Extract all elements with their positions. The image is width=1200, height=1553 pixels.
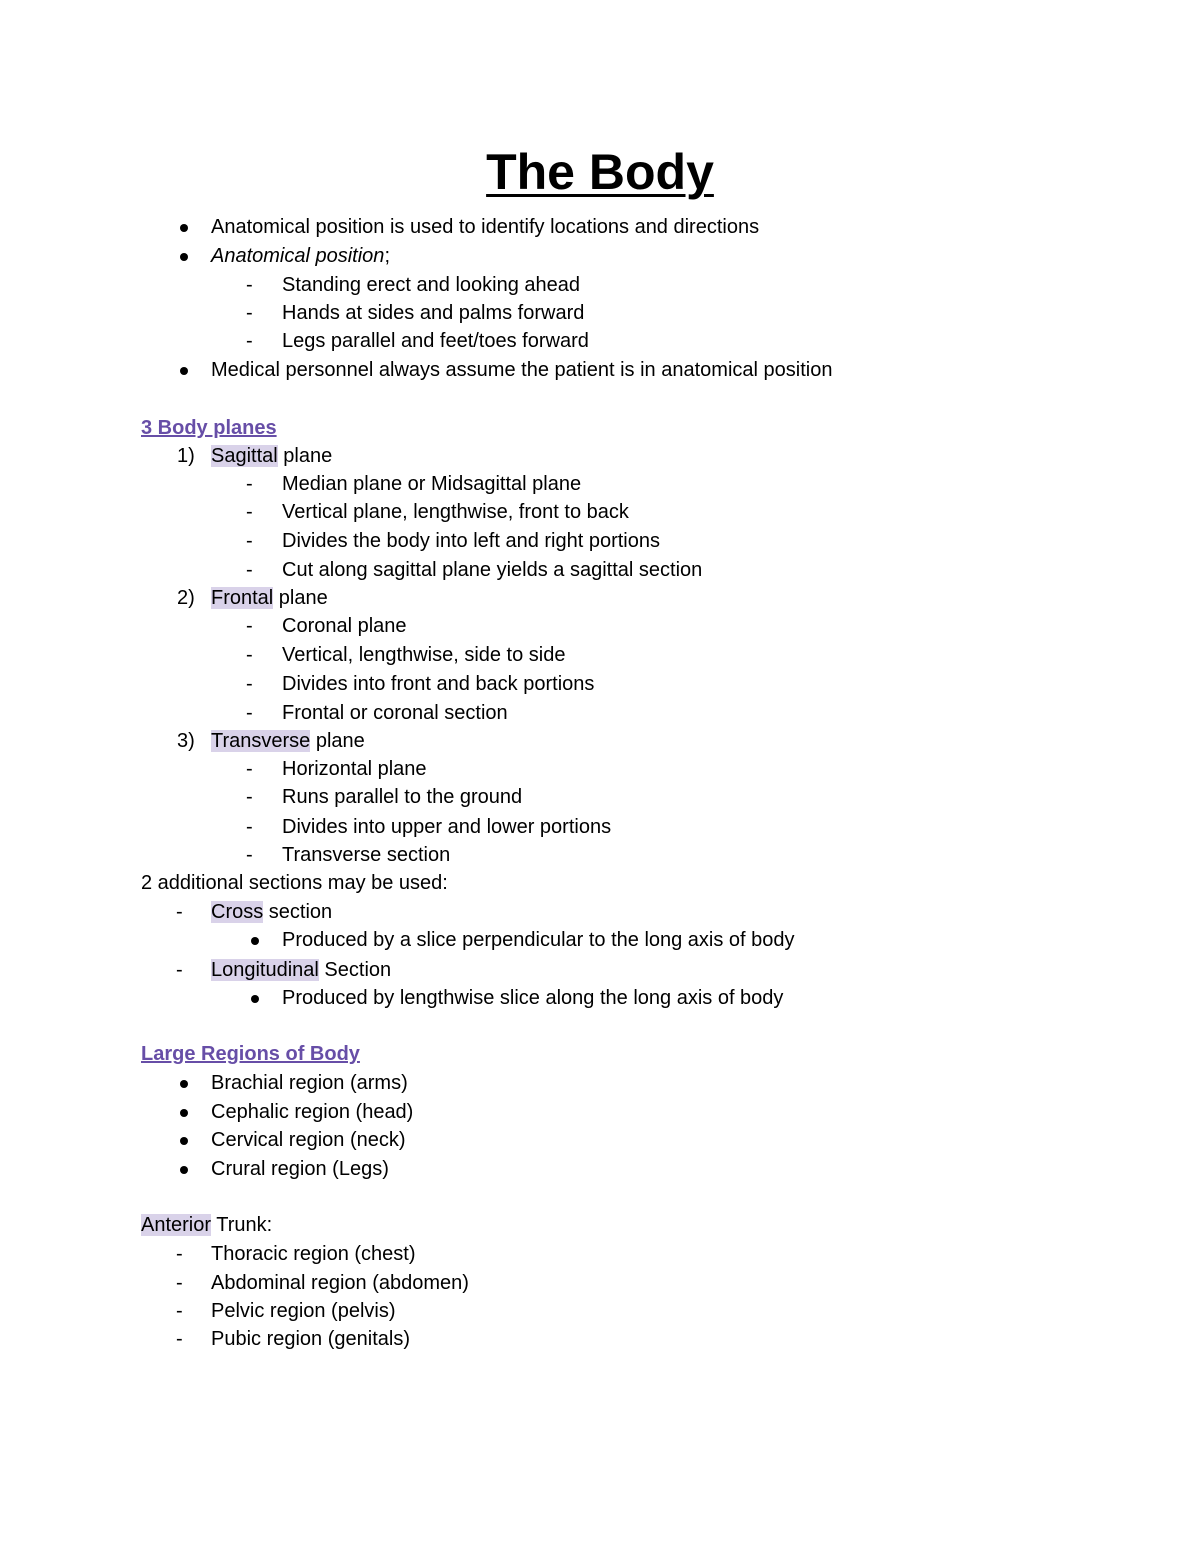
bullet-dot bbox=[180, 1137, 188, 1145]
plane-detail: Transverse section bbox=[282, 844, 451, 866]
plane-detail: Median plane or Midsagittal plane bbox=[282, 473, 582, 495]
region-item: Cervical region (neck) bbox=[211, 1129, 406, 1151]
section-heading-body-planes: 3 Body planes bbox=[141, 417, 277, 439]
position-item: Legs parallel and feet/toes forward bbox=[282, 330, 589, 352]
plane-detail: Cut along sagittal plane yields a sagittal section bbox=[282, 559, 703, 581]
highlighted-term: Cross bbox=[211, 901, 264, 923]
dash-marker: - bbox=[176, 1272, 183, 1294]
list-number: 1) bbox=[177, 445, 195, 467]
highlighted-term: Transverse bbox=[211, 730, 311, 752]
section-suffix: section bbox=[263, 901, 333, 923]
intro-bullet: Medical personnel always assume the patient is in anatomical position bbox=[211, 359, 833, 381]
dash-marker: - bbox=[246, 758, 253, 780]
additional-section-detail: Produced by lengthwise slice along the long axis of body bbox=[282, 987, 784, 1009]
dash-marker: - bbox=[176, 901, 183, 923]
dash-marker: - bbox=[246, 786, 253, 808]
dash-marker: - bbox=[176, 1328, 183, 1350]
dash-marker: - bbox=[246, 844, 253, 866]
dash-marker: - bbox=[246, 615, 253, 637]
dash-marker: - bbox=[246, 274, 253, 296]
dash-marker: - bbox=[176, 1300, 183, 1322]
bullet-dot bbox=[180, 253, 188, 261]
plane-detail: Divides into front and back portions bbox=[282, 673, 595, 695]
bullet-dot bbox=[180, 367, 188, 375]
position-item: Hands at sides and palms forward bbox=[282, 302, 585, 324]
bullet-dot bbox=[251, 937, 259, 945]
page-title: The Body bbox=[486, 144, 714, 200]
dash-marker: - bbox=[246, 702, 253, 724]
anatomical-position-suffix: ; bbox=[384, 245, 390, 267]
anterior-suffix: Trunk: bbox=[211, 1214, 273, 1236]
additional-section-detail: Produced by a slice perpendicular to the long axis of body bbox=[282, 929, 795, 951]
region-item: Crural region (Legs) bbox=[211, 1158, 389, 1180]
additional-section bbox=[211, 898, 332, 926]
dash-marker: - bbox=[246, 816, 253, 838]
highlighted-term: Longitudinal bbox=[211, 959, 319, 981]
section-suffix: Section bbox=[318, 959, 392, 981]
bullet-dot bbox=[180, 1166, 188, 1174]
list-number: 3) bbox=[177, 730, 195, 752]
trunk-region-item: Pubic region (genitals) bbox=[211, 1328, 410, 1350]
intro-bullet: Anatomical position is used to identify locations and directions bbox=[211, 216, 760, 238]
plane-detail: Runs parallel to the ground bbox=[282, 786, 523, 808]
additional-section bbox=[211, 956, 391, 984]
dash-marker: - bbox=[176, 959, 183, 981]
plane-detail: Frontal or coronal section bbox=[282, 702, 508, 724]
list-number: 2) bbox=[177, 587, 195, 609]
anterior-trunk-heading bbox=[141, 1211, 272, 1239]
trunk-region-item: Abdominal region (abdomen) bbox=[211, 1272, 469, 1294]
plane-detail: Divides into upper and lower portions bbox=[282, 816, 612, 838]
plane-detail: Divides the body into left and right portions bbox=[282, 530, 660, 552]
dash-marker: - bbox=[176, 1243, 183, 1265]
plane-item bbox=[211, 442, 332, 470]
additional-sections-intro: 2 additional sections may be used: bbox=[141, 872, 448, 894]
bullet-dot bbox=[180, 224, 188, 232]
dash-marker: - bbox=[246, 673, 253, 695]
plane-suffix: plane bbox=[273, 587, 328, 609]
plane-suffix: plane bbox=[310, 730, 365, 752]
dash-marker: - bbox=[246, 501, 253, 523]
plane-detail: Vertical, lengthwise, side to side bbox=[282, 644, 566, 666]
highlighted-term: Frontal bbox=[211, 587, 274, 609]
plane-item bbox=[211, 584, 328, 612]
position-item: Standing erect and looking ahead bbox=[282, 274, 581, 296]
dash-marker: - bbox=[246, 302, 253, 324]
trunk-region-item: Thoracic region (chest) bbox=[211, 1243, 416, 1265]
highlighted-term: Sagittal bbox=[211, 445, 278, 467]
region-item: Cephalic region (head) bbox=[211, 1101, 414, 1123]
dash-marker: - bbox=[246, 644, 253, 666]
plane-detail: Coronal plane bbox=[282, 615, 407, 637]
dash-marker: - bbox=[246, 330, 253, 352]
trunk-region-item: Pelvic region (pelvis) bbox=[211, 1300, 396, 1322]
anatomical-position-term: Anatomical position bbox=[211, 245, 385, 267]
plane-detail: Horizontal plane bbox=[282, 758, 427, 780]
intro-bullet bbox=[211, 242, 390, 270]
dash-marker: - bbox=[246, 530, 253, 552]
bullet-dot bbox=[251, 995, 259, 1003]
dash-marker: - bbox=[246, 473, 253, 495]
section-heading-large-regions: Large Regions of Body bbox=[141, 1043, 360, 1065]
bullet-dot bbox=[180, 1109, 188, 1117]
bullet-dot bbox=[180, 1080, 188, 1088]
region-item: Brachial region (arms) bbox=[211, 1072, 408, 1094]
plane-detail: Vertical plane, lengthwise, front to back bbox=[282, 501, 629, 523]
highlighted-term: Anterior bbox=[141, 1214, 212, 1236]
plane-suffix: plane bbox=[277, 445, 333, 467]
dash-marker: - bbox=[246, 559, 253, 581]
plane-item bbox=[211, 727, 365, 755]
